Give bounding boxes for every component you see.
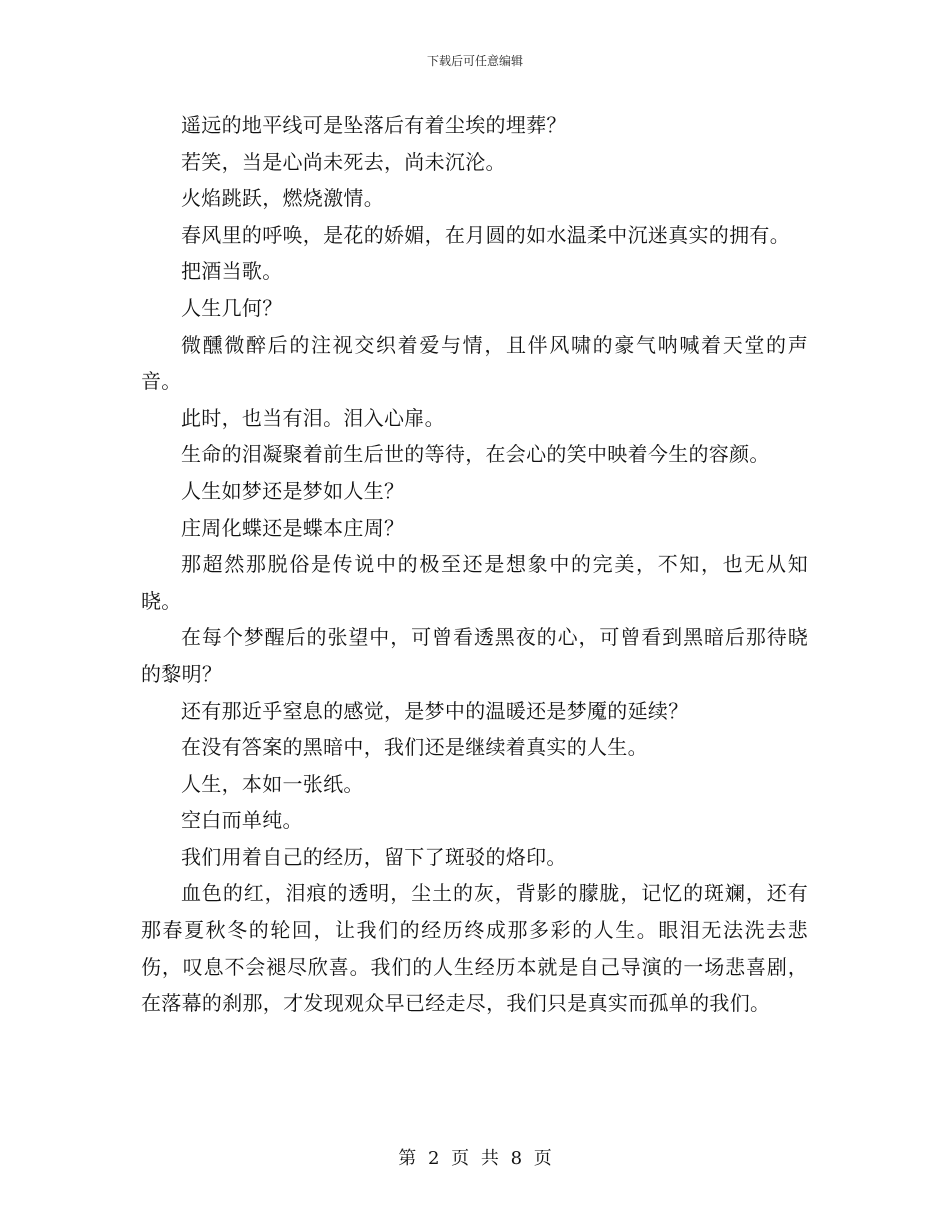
page-number-footer: 第 2 页 共 8 页	[398, 1148, 552, 1169]
paragraph: 人生如梦还是梦如人生？	[181, 478, 405, 503]
paragraph: 还有那近乎窒息的感觉，是梦中的温暖还是梦魇的延续？	[181, 698, 689, 723]
paragraph: 此时，也当有泪。泪入心扉。	[181, 405, 445, 430]
paragraph: 微醺微醉后的注视交织着爱与情，且伴风啸的豪气呐喊着天堂的声音。	[141, 332, 808, 394]
paragraph: 我们用着自己的经历，留下了斑驳的烙印。	[181, 844, 567, 869]
paragraph: 空白而单纯。	[181, 808, 303, 833]
paragraph: 遥远的地平线可是坠落后有着尘埃的埋葬？	[181, 113, 567, 137]
paragraph: 人生，本如一张纸。	[181, 771, 364, 796]
paragraph: 若笑，当是心尚未死去，尚未沉沦。	[181, 149, 506, 174]
paragraph: 生命的泪凝聚着前生后世的等待，在会心的笑中映着今生的容颜。	[181, 442, 770, 467]
paragraph: 在没有答案的黑暗中，我们还是继续着真实的人生。	[181, 735, 648, 760]
paragraph: 那超然那脱俗是传说中的极至还是想象中的完美，不知，也无从知晓。	[141, 552, 808, 613]
paragraph: 春风里的呼唤，是花的娇媚，在月圆的如水温柔中沉迷真实的拥有。	[181, 222, 790, 247]
page-header: 下载后可任意编辑	[426, 54, 523, 68]
paragraph: 庄周化蝶还是蝶本庄周？	[181, 515, 405, 540]
paragraph: 在每个梦醒后的张望中，可曾看透黑夜的心，可曾看到黑暗后那待晓的黎明？	[141, 625, 808, 686]
paragraph: 把酒当歌。	[181, 259, 283, 284]
paragraph: 人生几何？	[181, 295, 283, 320]
document-body	[141, 107, 808, 1022]
paragraph: 血色的红，泪痕的透明，尘土的灰，背影的朦胧，记忆的斑斓，还有那春夏秋冬的轮回，让我们的经历终成那多彩的人生。眼泪无法洗去悲伤，叹息不会褪尽欣喜。我们的人生经历本就是自己导演的一场悲喜剧，在落幕的刹那，才发现观众早已经走尽，我们只是真实而孤单的我们。	[141, 881, 808, 1016]
paragraph: 火焰跳跃，燃烧激情。	[181, 186, 384, 211]
